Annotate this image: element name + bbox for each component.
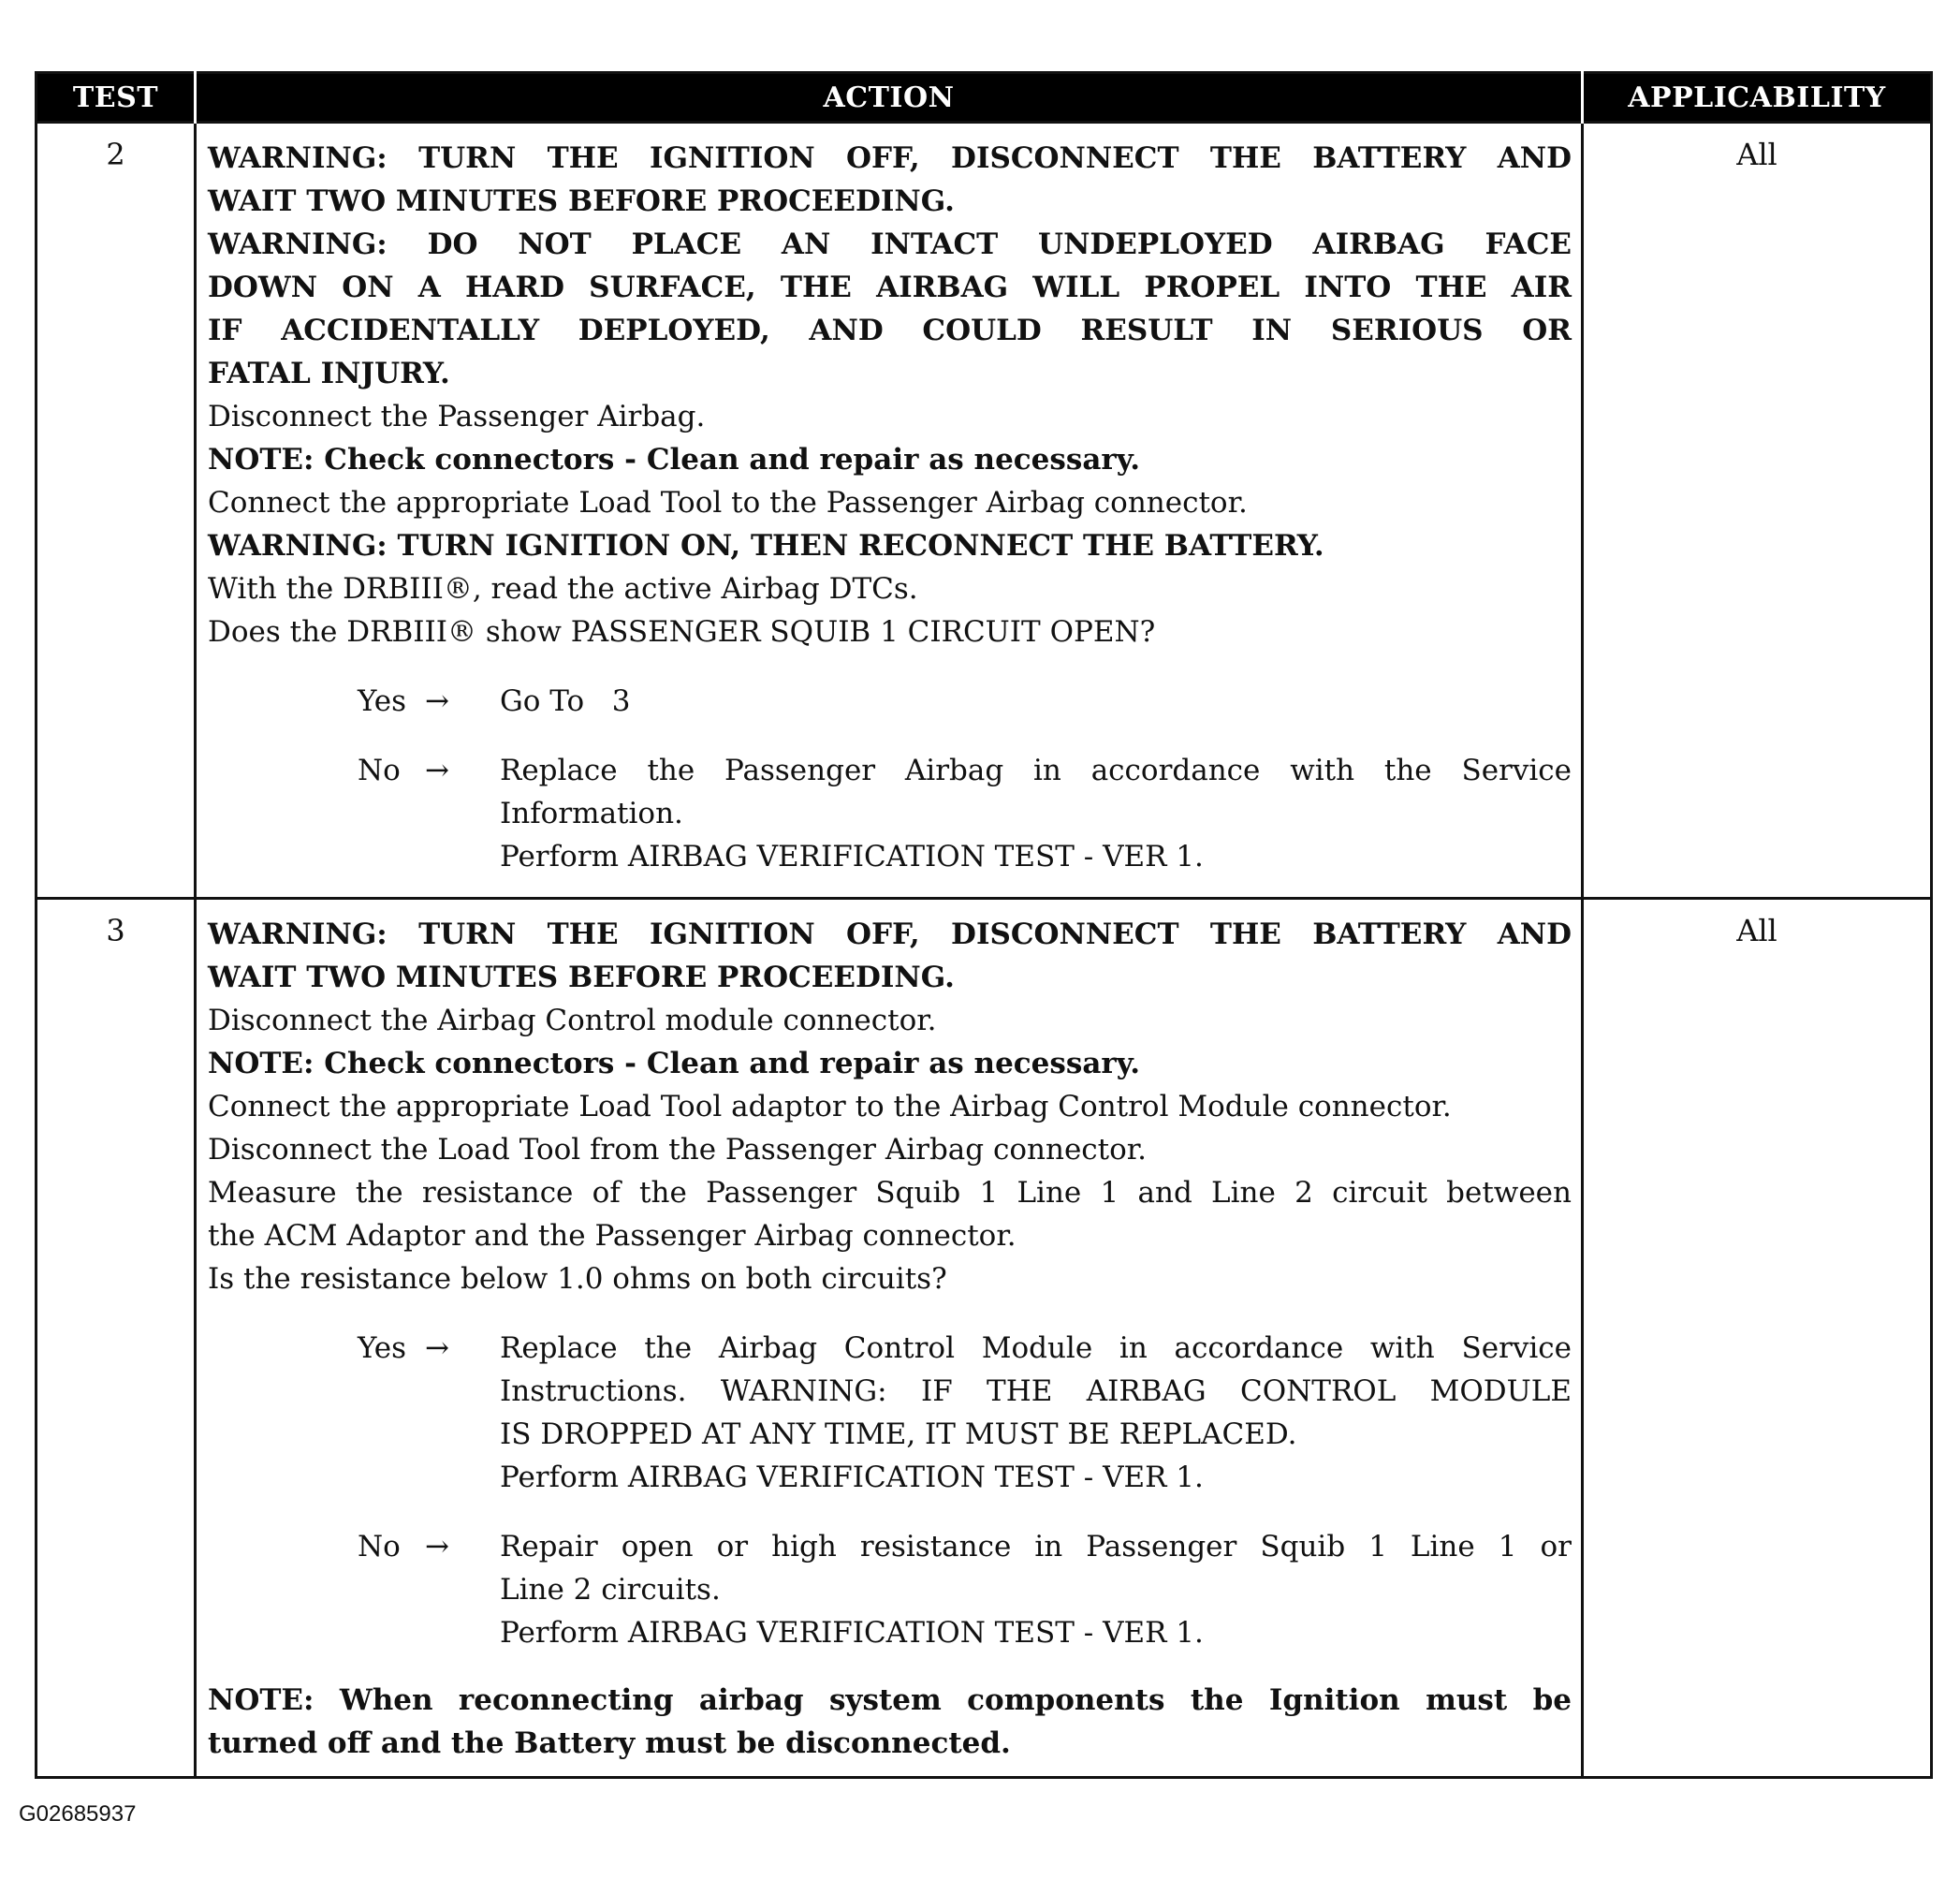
note-text: NOTE: When reconnecting airbag system components the Ignition must be	[208, 1683, 1572, 1717]
no-branch	[358, 749, 1572, 878]
branch-line: Line 2 circuits.	[500, 1573, 721, 1607]
branch-line: Replace the Airbag Control Module in accordance with Service	[500, 1331, 1572, 1365]
instruction-text: Measure the resistance of the Passenger Squib 1 Line 1 and Line 2 circuit between	[208, 1176, 1572, 1210]
yes-branch	[358, 680, 1572, 723]
question-text: Is the resistance below 1.0 ohms on both circuits?	[208, 1262, 947, 1296]
branch-line: Repair open or high resistance in Passenger Squib 1 Line 1 or	[500, 1530, 1572, 1564]
no-label: No	[358, 754, 401, 787]
figure-id: G02685937	[19, 1801, 137, 1827]
instruction-text: Disconnect the Airbag Control module connector.	[208, 1004, 937, 1037]
applicability-value: All	[1583, 899, 1932, 1778]
warning-text: DOWN ON A HARD SURFACE, THE AIRBAG WILL PROPEL INTO THE AIR	[208, 271, 1572, 304]
yes-label: Yes	[358, 1331, 407, 1365]
right-arrow-icon: →	[425, 754, 449, 787]
branch-line: Perform AIRBAG VERIFICATION TEST - VER 1.	[500, 840, 1204, 874]
branch-line: IS DROPPED AT ANY TIME, IT MUST BE REPLACED.	[500, 1417, 1297, 1451]
diagnostic-test-table	[35, 71, 1933, 1779]
table-row-test-2	[37, 123, 1932, 899]
warning-text: WARNING: DO NOT PLACE AN INTACT UNDEPLOYED AIRBAG FACE	[208, 228, 1572, 261]
warning-text: FATAL INJURY.	[208, 357, 450, 390]
table-header-row	[37, 73, 1932, 123]
no-label: No	[358, 1530, 401, 1564]
question-text: Does the DRBIII® show PASSENGER SQUIB 1 CIRCUIT OPEN?	[208, 615, 1156, 649]
warning-text: WAIT TWO MINUTES BEFORE PROCEEDING.	[208, 961, 955, 994]
warning-text: WARNING: TURN THE IGNITION OFF, DISCONNECT THE BATTERY AND	[208, 141, 1572, 175]
branch-line: Replace the Passenger Airbag in accordance with the Service	[500, 754, 1572, 787]
header-test: TEST	[37, 73, 196, 123]
action-cell	[196, 123, 1583, 899]
instruction-text: Disconnect the Passenger Airbag.	[208, 400, 706, 433]
right-arrow-icon: →	[425, 1331, 449, 1365]
right-arrow-icon: →	[425, 684, 449, 718]
warning-text: IF ACCIDENTALLY DEPLOYED, AND COULD RESULT IN SERIOUS OR	[208, 314, 1572, 347]
yes-label: Yes	[358, 684, 407, 718]
yes-branch-text	[500, 680, 1572, 723]
branch-line: Go To 3	[500, 684, 631, 718]
test-number: 3	[37, 899, 196, 1778]
no-branch-text	[500, 749, 1572, 878]
note-text: turned off and the Battery must be disconnected.	[208, 1726, 1011, 1760]
diagnostic-table-container	[35, 71, 1930, 1779]
warning-text: WARNING: TURN THE IGNITION OFF, DISCONNECT THE BATTERY AND	[208, 918, 1572, 951]
branch-line: Perform AIRBAG VERIFICATION TEST - VER 1.	[500, 1461, 1204, 1494]
right-arrow-icon: →	[425, 1530, 449, 1564]
final-note	[208, 1679, 1572, 1765]
note-text: NOTE: Check connectors - Clean and repair as necessary.	[208, 1047, 1140, 1080]
instruction-text: Disconnect the Load Tool from the Passenger Airbag connector.	[208, 1133, 1148, 1167]
applicability-value: All	[1583, 123, 1932, 899]
action-cell	[196, 899, 1583, 1778]
test-number: 2	[37, 123, 196, 899]
instruction-text: Connect the appropriate Load Tool to the Passenger Airbag connector.	[208, 486, 1248, 520]
header-action: ACTION	[196, 73, 1583, 123]
warning-text: WAIT TWO MINUTES BEFORE PROCEEDING.	[208, 184, 955, 218]
note-text: NOTE: Check connectors - Clean and repair as necessary.	[208, 443, 1140, 477]
branch-line: Instructions. WARNING: IF THE AIRBAG CONTROL MODULE	[500, 1374, 1572, 1408]
branch-line: Perform AIRBAG VERIFICATION TEST - VER 1.	[500, 1616, 1204, 1650]
instruction-text: With the DRBIII®, read the active Airbag DTCs.	[208, 572, 918, 606]
warning-text: WARNING: TURN IGNITION ON, THEN RECONNECT THE BATTERY.	[208, 529, 1324, 563]
yes-branch-text	[500, 1327, 1572, 1499]
instruction-text: the ACM Adaptor and the Passenger Airbag connector.	[208, 1219, 1017, 1253]
branch-line: Information.	[500, 797, 683, 830]
table-row-test-3	[37, 899, 1932, 1778]
no-branch	[358, 1525, 1572, 1654]
instruction-text: Connect the appropriate Load Tool adaptor to the Airbag Control Module connector.	[208, 1090, 1452, 1123]
yes-branch	[358, 1327, 1572, 1499]
no-branch-text	[500, 1525, 1572, 1654]
header-applicability: APPLICABILITY	[1583, 73, 1932, 123]
